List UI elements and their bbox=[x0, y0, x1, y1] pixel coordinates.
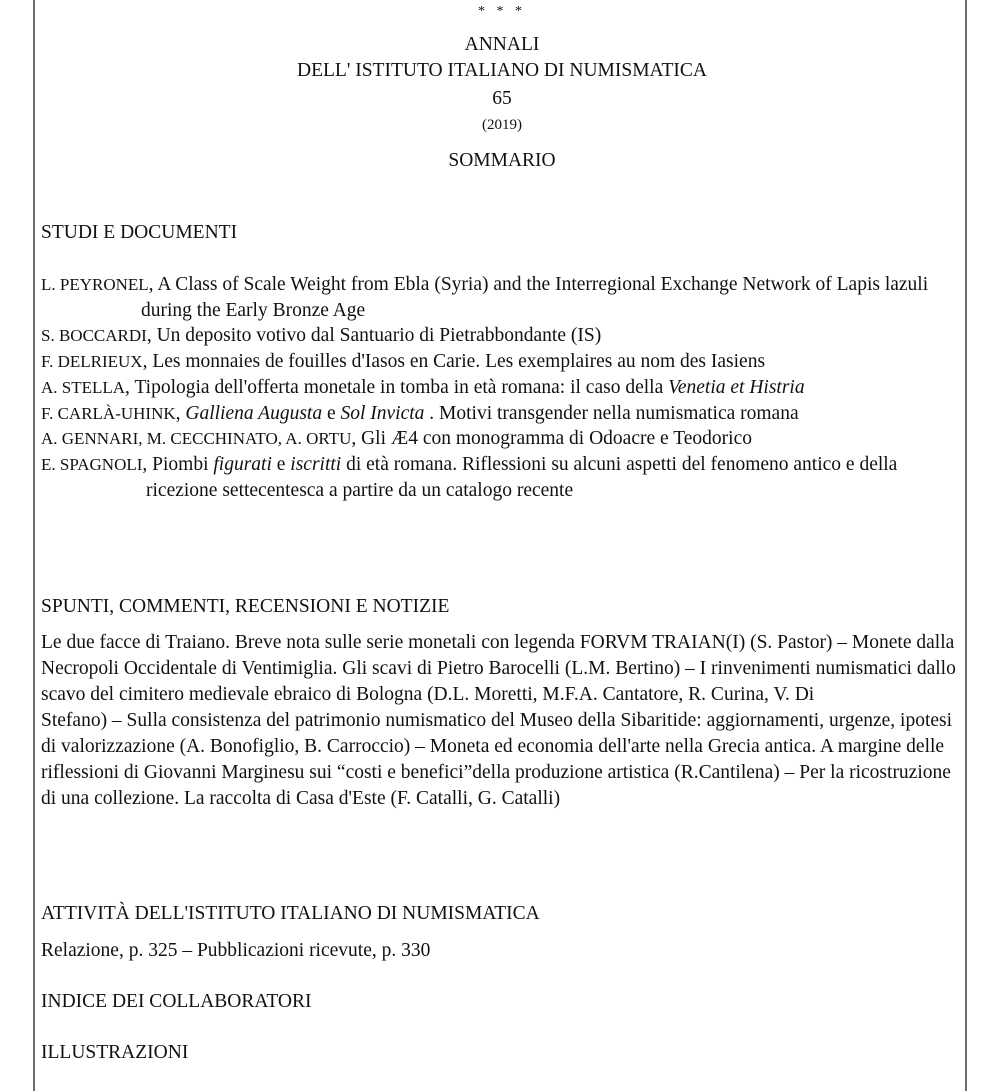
entry-title: , Un deposito votivo dal Santuario di Pietrabbondante (IS) bbox=[146, 325, 602, 347]
section-heading-studi: STUDI E DOCUMENTI bbox=[41, 222, 238, 243]
entry-title-italic: Venetia et Histria bbox=[668, 376, 805, 398]
entry-author: L. PEYRONEL bbox=[41, 275, 149, 294]
section-heading-spunti: SPUNTI, COMMENTI, RECENSIONI E NOTIZIE bbox=[41, 596, 450, 617]
journal-subtitle: DELL' ISTITUTO ITALIANO DI NUMISMATICA bbox=[297, 60, 707, 81]
list-item-continuation: ricezione settecentesca a partire da un catalogo recente bbox=[146, 479, 574, 501]
entry-title-italic: Sol Invicta bbox=[340, 402, 425, 424]
section-heading-indice: INDICE DEI COLLABORATORI bbox=[41, 991, 312, 1012]
entry-title: di età romana. Riflessioni su alcuni aspetti del fenomeno antico e della bbox=[341, 453, 898, 475]
list-item bbox=[41, 375, 963, 401]
list-item bbox=[41, 426, 963, 452]
entry-title: , Gli Æ4 con monogramma di Odoacre e Teodorico bbox=[351, 428, 752, 450]
attivita-text: Relazione, p. 325 – Pubblicazioni ricevute, p. 330 bbox=[41, 940, 431, 961]
list-item bbox=[41, 323, 963, 349]
entry-title: , Les monnaies de fouilles d'Iasos en Carie. Les exemplaires au nom des Iasiens bbox=[142, 351, 766, 373]
entry-conjunction: e bbox=[322, 402, 341, 424]
entry-title: . Motivi transgender nella numismatica romana bbox=[424, 402, 799, 424]
summary-heading: SOMMARIO bbox=[448, 150, 556, 171]
entry-title-italic: figurati bbox=[213, 453, 272, 475]
list-item bbox=[41, 349, 963, 375]
entry-sep: , bbox=[175, 402, 186, 424]
section-heading-illustrazioni: ILLUSTRAZIONI bbox=[41, 1042, 189, 1063]
list-item bbox=[41, 272, 963, 298]
spunti-paragraph bbox=[41, 630, 963, 812]
entry-title: , Piombi bbox=[142, 453, 214, 475]
document-page bbox=[33, 0, 967, 1091]
volume-number: 65 bbox=[492, 88, 512, 109]
volume-year: (2019) bbox=[482, 117, 522, 133]
entry-author: S. BOCCARDI bbox=[41, 326, 147, 346]
entry-author: E. SPAGNOLI bbox=[41, 454, 143, 474]
entry-author: A. STELLA bbox=[41, 377, 126, 397]
studi-entries bbox=[41, 272, 963, 503]
entry-title-italic: Galliena Augusta bbox=[185, 402, 323, 424]
entry-author: A. GENNARI, M. CECCHINATO, A. ORTU bbox=[41, 429, 352, 449]
entry-author: F. DELRIEUX bbox=[41, 352, 143, 372]
entry-author: F. CARLÀ-UHINK bbox=[41, 403, 176, 423]
list-item bbox=[41, 401, 963, 427]
ornament-stars: * * * bbox=[478, 4, 526, 19]
spunti-text-part-2: Stefano) – Sulla consistenza del patrimonio numismatico del Museo della Sibaritide: aggiornamenti, urgenze, ipotesi di valorizzazione (A. Bonofiglio, B. Carroccio) – Moneta ed economia dell'arte nella Grecia antica. A margine delle riflessioni di Giovanni Marginesu sui “costi e benefici”della produzione artistica (R.Cantilena) – Per la ricostruzione di una collezione. La raccolta di Casa d'Este (F. Catalli, G. Catalli) bbox=[41, 710, 953, 809]
entry-title-italic: iscritti bbox=[290, 453, 342, 475]
spunti-text-part-1: Le due facce di Traiano. Breve nota sulle serie monetali con legenda FORVM TRAIAN(I) (S. Pastor) – Monete dalla Necropoli Occidentale di Ventimiglia. Gli scavi di Pietro Barocelli (L.M. Bertino) – I rinvenimenti numismatici dallo scavo del cimitero medievale ebraico di Bologna (D.L. Moretti, M.F.A. Cantatore, R. Curina, V. Di bbox=[41, 632, 956, 705]
list-item-continuation: during the Early Bronze Age bbox=[141, 299, 366, 321]
entry-title: , A Class of Scale Weight from Ebla (Syria) and the Interregional Exchange Network of Lapis lazuli bbox=[148, 274, 929, 295]
section-heading-attivita: ATTIVITÀ DELL'ISTITUTO ITALIANO DI NUMISMATICA bbox=[41, 903, 540, 924]
journal-title: ANNALI bbox=[464, 34, 540, 55]
list-item bbox=[41, 452, 963, 478]
entry-conjunction: e bbox=[271, 453, 291, 475]
entry-title: , Tipologia dell'offerta monetale in tomba in età romana: il caso della bbox=[125, 376, 669, 398]
